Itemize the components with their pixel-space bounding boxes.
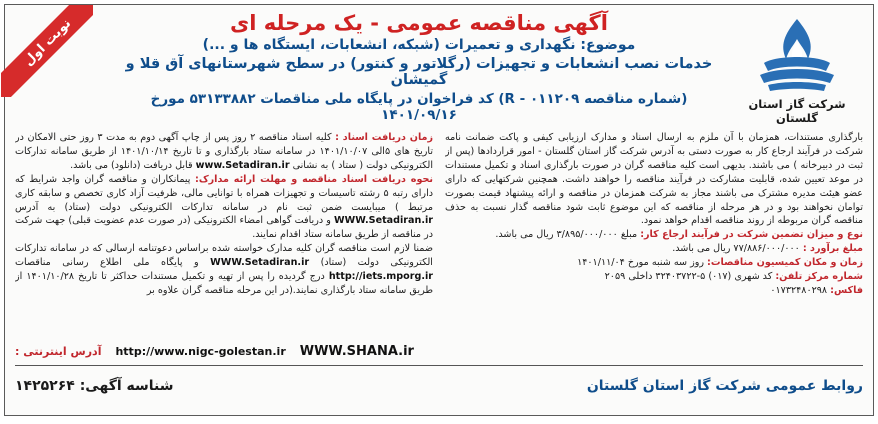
- ad-id: شناسه آگهی: ۱۴۲۵۲۶۴: [15, 378, 174, 394]
- paragraph-documents: [15, 242, 433, 298]
- column-left: [445, 131, 863, 337]
- setad-link[interactable]: www.Setadiran.ir: [195, 159, 290, 171]
- shana-link[interactable]: WWW.SHANA.ir: [299, 343, 414, 359]
- guarantee-label: نوع و میزان تضمین شرکت در فرآیند ارجاع کار:: [640, 229, 863, 241]
- documents-text-2: و پایگاه ملی اطلاع رسانی مناقصات: [15, 257, 211, 269]
- footer: [15, 365, 863, 406]
- paragraph-phone: [445, 270, 863, 284]
- setad-link-3[interactable]: WWW.Setadiran.ir: [210, 257, 310, 269]
- paragraph-receive-time: [15, 131, 433, 173]
- how-to-receive-tail: و دریافت گواهی امضاء الکترونیکی (در صورت عدم عضویت قبلی) جهت شرکت در مناقصه از طریق سامانه ستاد اقدام نمایند.: [15, 215, 433, 241]
- setad-link-2[interactable]: WWW.Setadiran.ir: [334, 215, 433, 227]
- body-columns: [15, 131, 863, 337]
- fax-text: ۰۱۷۳۲۴۸۰۲۹۸: [770, 284, 831, 296]
- guarantee-text: مبلغ ۳/۸۹۵/۰۰۰/۰۰۰ ریال می باشد.: [495, 229, 641, 241]
- logo-caption: شرکت گاز استان گلستان: [748, 97, 846, 125]
- estimate-text: ۷۷/۸۸۶/۰۰۰/۰۰۰ ریال می باشد.: [672, 243, 803, 255]
- documents-text: ضمنا لازم است مناقصه گران کلیه مدارک خواسته شده براساس دعوتنامه ارسالی که در سامانه تدارکات الکترونیکی دولت (ستاد): [15, 243, 433, 269]
- column-right: [15, 131, 433, 337]
- meeting-label: زمان و مکان کمیسیون مناقصات:: [707, 257, 863, 269]
- paragraph-estimate: [445, 242, 863, 256]
- paragraph-fax: [445, 284, 863, 298]
- tender-number: (شماره مناقصه R - ۰۱۱۲۰۹) کد فراخوان در پایگاه ملی مناقصات ۵۳۱۳۳۸۸۲ مورخ ۱۴۰۱/۰۹/۱۶: [150, 91, 688, 123]
- phone-label: شماره مرکز تلفن:: [775, 271, 863, 283]
- receive-time-label: زمان دریافت اسناد :: [335, 132, 433, 143]
- estimate-label: مبلغ برآورد :: [802, 243, 863, 255]
- ad-services: خدمات نصب انشعابات و تجهیزات (رگلاتور و کنتور) در سطح شهرستانهای آق قلا و گمیشان: [125, 56, 713, 88]
- ad-subject: موضوع: نگهداری و تعمیرات (شبکه، انشعابات، ایستگاه ها و ...): [202, 37, 636, 53]
- how-to-receive-text: پیمانکاران و مناقصه گران واجد شرایط که دارای رتبه ۵ رشته تاسیسات و تجهیزات همراه با توانایی مالی، ظرفیت آزاد کاری تخصص و سابقه کاری مرتبط ) میبایست ضمن ثبت نام در سامانه تدارکات الکترونیکی دولت (ستاد) به آدرس: [15, 173, 433, 213]
- public-relations: روابط عمومی شرکت گاز استان گلستان: [586, 378, 863, 394]
- advertisement-page: [4, 4, 874, 416]
- phone-text: کد شهری (۰۱۷) ۵-۳۲۴۰۳۷۲۲ داخلی ۲۰۵۹: [604, 271, 776, 283]
- iets-link[interactable]: http://iets.mporg.ir: [328, 271, 433, 283]
- how-to-receive-label: نحوه دریافت اسناد مناقصه و مهلت ارائه مدارک:: [194, 173, 433, 185]
- documents-tail: درج گردیده را پس از تهیه و تکمیل مستندات حداکثر تا تاریخ ۱۴۰۱/۱۰/۲۸ از طریق سامانه ستاد بارگذاری نمایند.(در این مرحله مناقصه گران علاوه بر: [15, 271, 433, 296]
- meeting-text: روز سه شنبه مورخ ۱۴۰۱/۱۱/۰۴: [577, 257, 708, 269]
- first-round-ribbon: [1, 5, 93, 97]
- header: [115, 9, 723, 126]
- fax-label: فاکس:: [830, 284, 863, 296]
- receive-time-tail: قابل دریافت (دانلود) می باشد.: [70, 159, 196, 171]
- paragraph-guarantee: [445, 228, 863, 242]
- website-row: [15, 341, 863, 361]
- receive-time-text: کلیه اسناد مناقصه ۲ روز پس از چاپ آگهی دوم به مدت ۳ روز حتی الامکان در تاریخ های ۵الی ۱۴۰۱/۱۰/۰۷ در سامانه ستاد بارگذاری و تا تاریخ ۱۴۰۱/۱۰/۱۴ از طریق سامانه تدارکات الکترونیکی دولت ( ستاد ) به نشانی: [15, 132, 433, 171]
- company-website-link[interactable]: http://www.nigc-golestan.ir: [115, 344, 286, 358]
- paragraph-meeting: [445, 256, 863, 270]
- website-label: آدرس اینترنتی :: [15, 344, 102, 358]
- paragraph-how-to-receive: [15, 173, 433, 243]
- ad-title: آگهی مناقصه عمومی - یک مرحله ای: [230, 11, 608, 35]
- nigc-flame-icon: [752, 15, 842, 95]
- paragraph-continuation: بارگذاری مستندات، همزمان با آن ملزم به ارسال اسناد و مدارک ارزیابی کیفی و پاکت ضمانت نامه شرکت در فرآیند ارجاع کار به صورت دستی به آدرس شرکت گاز استان گلستان - امور قراردادها (پس از ثبت در دبیرخانه ) می باشند. بدیهی است کلیه مناقصه گران در صورت بارگذاری اسناد و تکمیل مستندات در موعد تعیین شده، قابلیت مشارکت در فرآیند مناقصه را خواهند داشت. همچنین شرکتهایی که دارای عضو هیئت مدیره مشترک می باشند مجاز به شرکت همزمان در مناقصه و ارائه پیشنهاد قیمت بصورت توامان نخواهند بود و در هر مرحله از مناقصه که این موضوع ثابت شود مناقصه گذار نسبت به حذف مناقصه گران مربوطه از روند مناقصه اقدام خواهد نمود.: [445, 132, 863, 227]
- ribbon-label: نوبت اول: [1, 5, 93, 97]
- company-logo: [731, 15, 863, 125]
